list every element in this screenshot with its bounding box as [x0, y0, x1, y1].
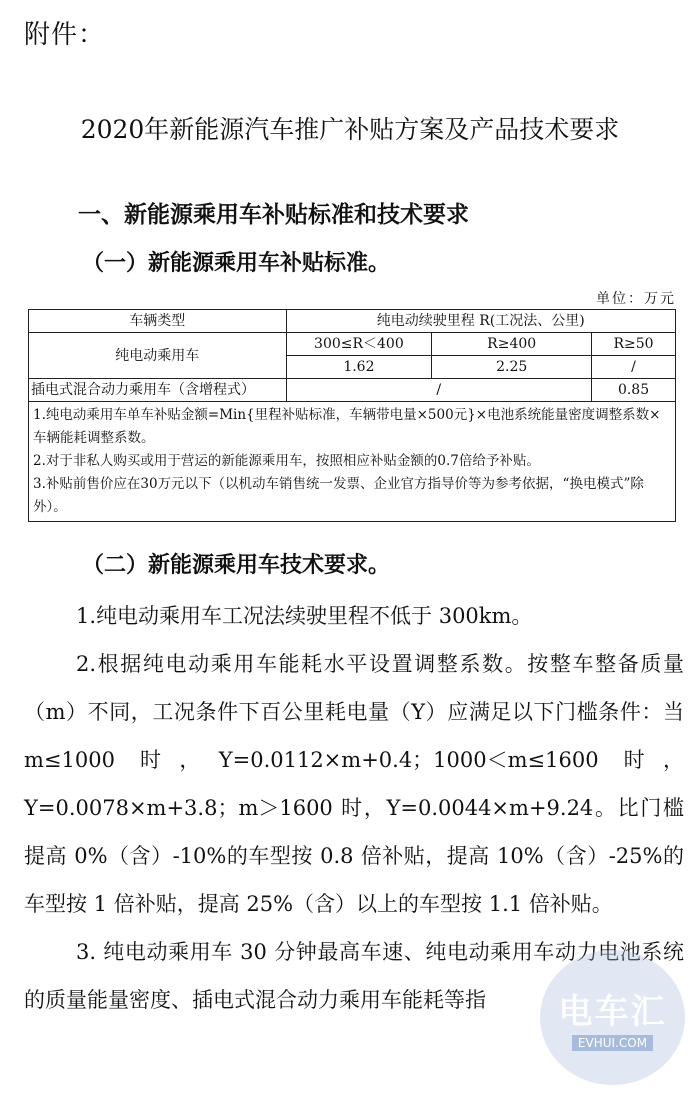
table-cell: 0.85	[592, 379, 676, 402]
table-notes	[29, 402, 676, 522]
table-cell: R≥400	[432, 333, 592, 356]
table-header-cell: 纯电动续驶里程 R(工况法、公里)	[286, 310, 676, 333]
table-row	[29, 379, 676, 402]
table-cell: 1.62	[286, 356, 432, 379]
attachment-label: 附件：	[24, 20, 106, 50]
subsection-heading: （二）新能源乘用车技术要求。	[82, 553, 391, 578]
table-note: 3.补贴前售价应在30万元以下（以机动车销售统一发票、企业官方指导价等为参考依据，“换电模式”除外）。	[33, 476, 644, 515]
watermark-url: EVHUI.COM	[572, 1035, 653, 1051]
table-cell: /	[592, 356, 676, 379]
table-header-row	[29, 310, 676, 333]
unit-label: 单位：万元	[596, 291, 676, 307]
watermark-logo	[540, 950, 685, 1085]
paragraph: 3. 纯电动乘用车 30 分钟最高车速、纯电动乘用车动力电池系统的质量能量密度、插电式混合动力乘用车能耗等指	[24, 940, 684, 1012]
table-cell: 纯电动乘用车	[29, 333, 287, 379]
table-note: 2.对于非私人购买或用于营运的新能源乘用车，按照相应补贴金额的0.7倍给予补贴。	[33, 453, 540, 469]
paragraph: 1.纯电动乘用车工况法续驶里程不低于 300km。	[76, 604, 533, 628]
section-heading: 一、新能源乘用车补贴标准和技术要求	[78, 202, 469, 228]
table-row	[29, 333, 676, 356]
table-cell: 2.25	[432, 356, 592, 379]
subsection-heading: （一）新能源乘用车补贴标准。	[82, 251, 391, 276]
document-title: 2020年新能源汽车推广补贴方案及产品技术要求	[80, 115, 620, 144]
table-header-cell: 车辆类型	[29, 310, 287, 333]
table-cell: /	[286, 379, 592, 402]
table-notes-row	[29, 402, 676, 522]
table-cell: 插电式混合动力乘用车（含增程式）	[29, 379, 287, 402]
table-cell: 300≤R＜400	[286, 333, 432, 356]
subsidy-table	[28, 309, 676, 522]
table-cell: R≥50	[592, 333, 676, 356]
paragraph: 2.根据纯电动乘用车能耗水平设置调整系数。按整车整备质量（m）不同，工况条件下百公里耗电量（Y）应满足以下门槛条件：当 m≤1000 时，Y=0.0112×m+0.4；1000＜m≤1600 时，Y=0.0078×m+3.8；m＞1600 时，Y=0.0044×m+9.24。比门槛提高 0%（含）-10%的车型按 0.8 倍补贴，提高 10%（含）-25%的车型按 1 倍补贴，提高 25%（含）以上的车型按 1.1 倍补贴。	[24, 652, 684, 916]
watermark-name: 电车汇	[558, 992, 667, 1032]
table-note: 1.纯电动乘用车单车补贴金额=Min{里程补贴标准，车辆带电量×500元}×电池系统能量密度调整系数×车辆能耗调整系数。	[33, 407, 661, 446]
